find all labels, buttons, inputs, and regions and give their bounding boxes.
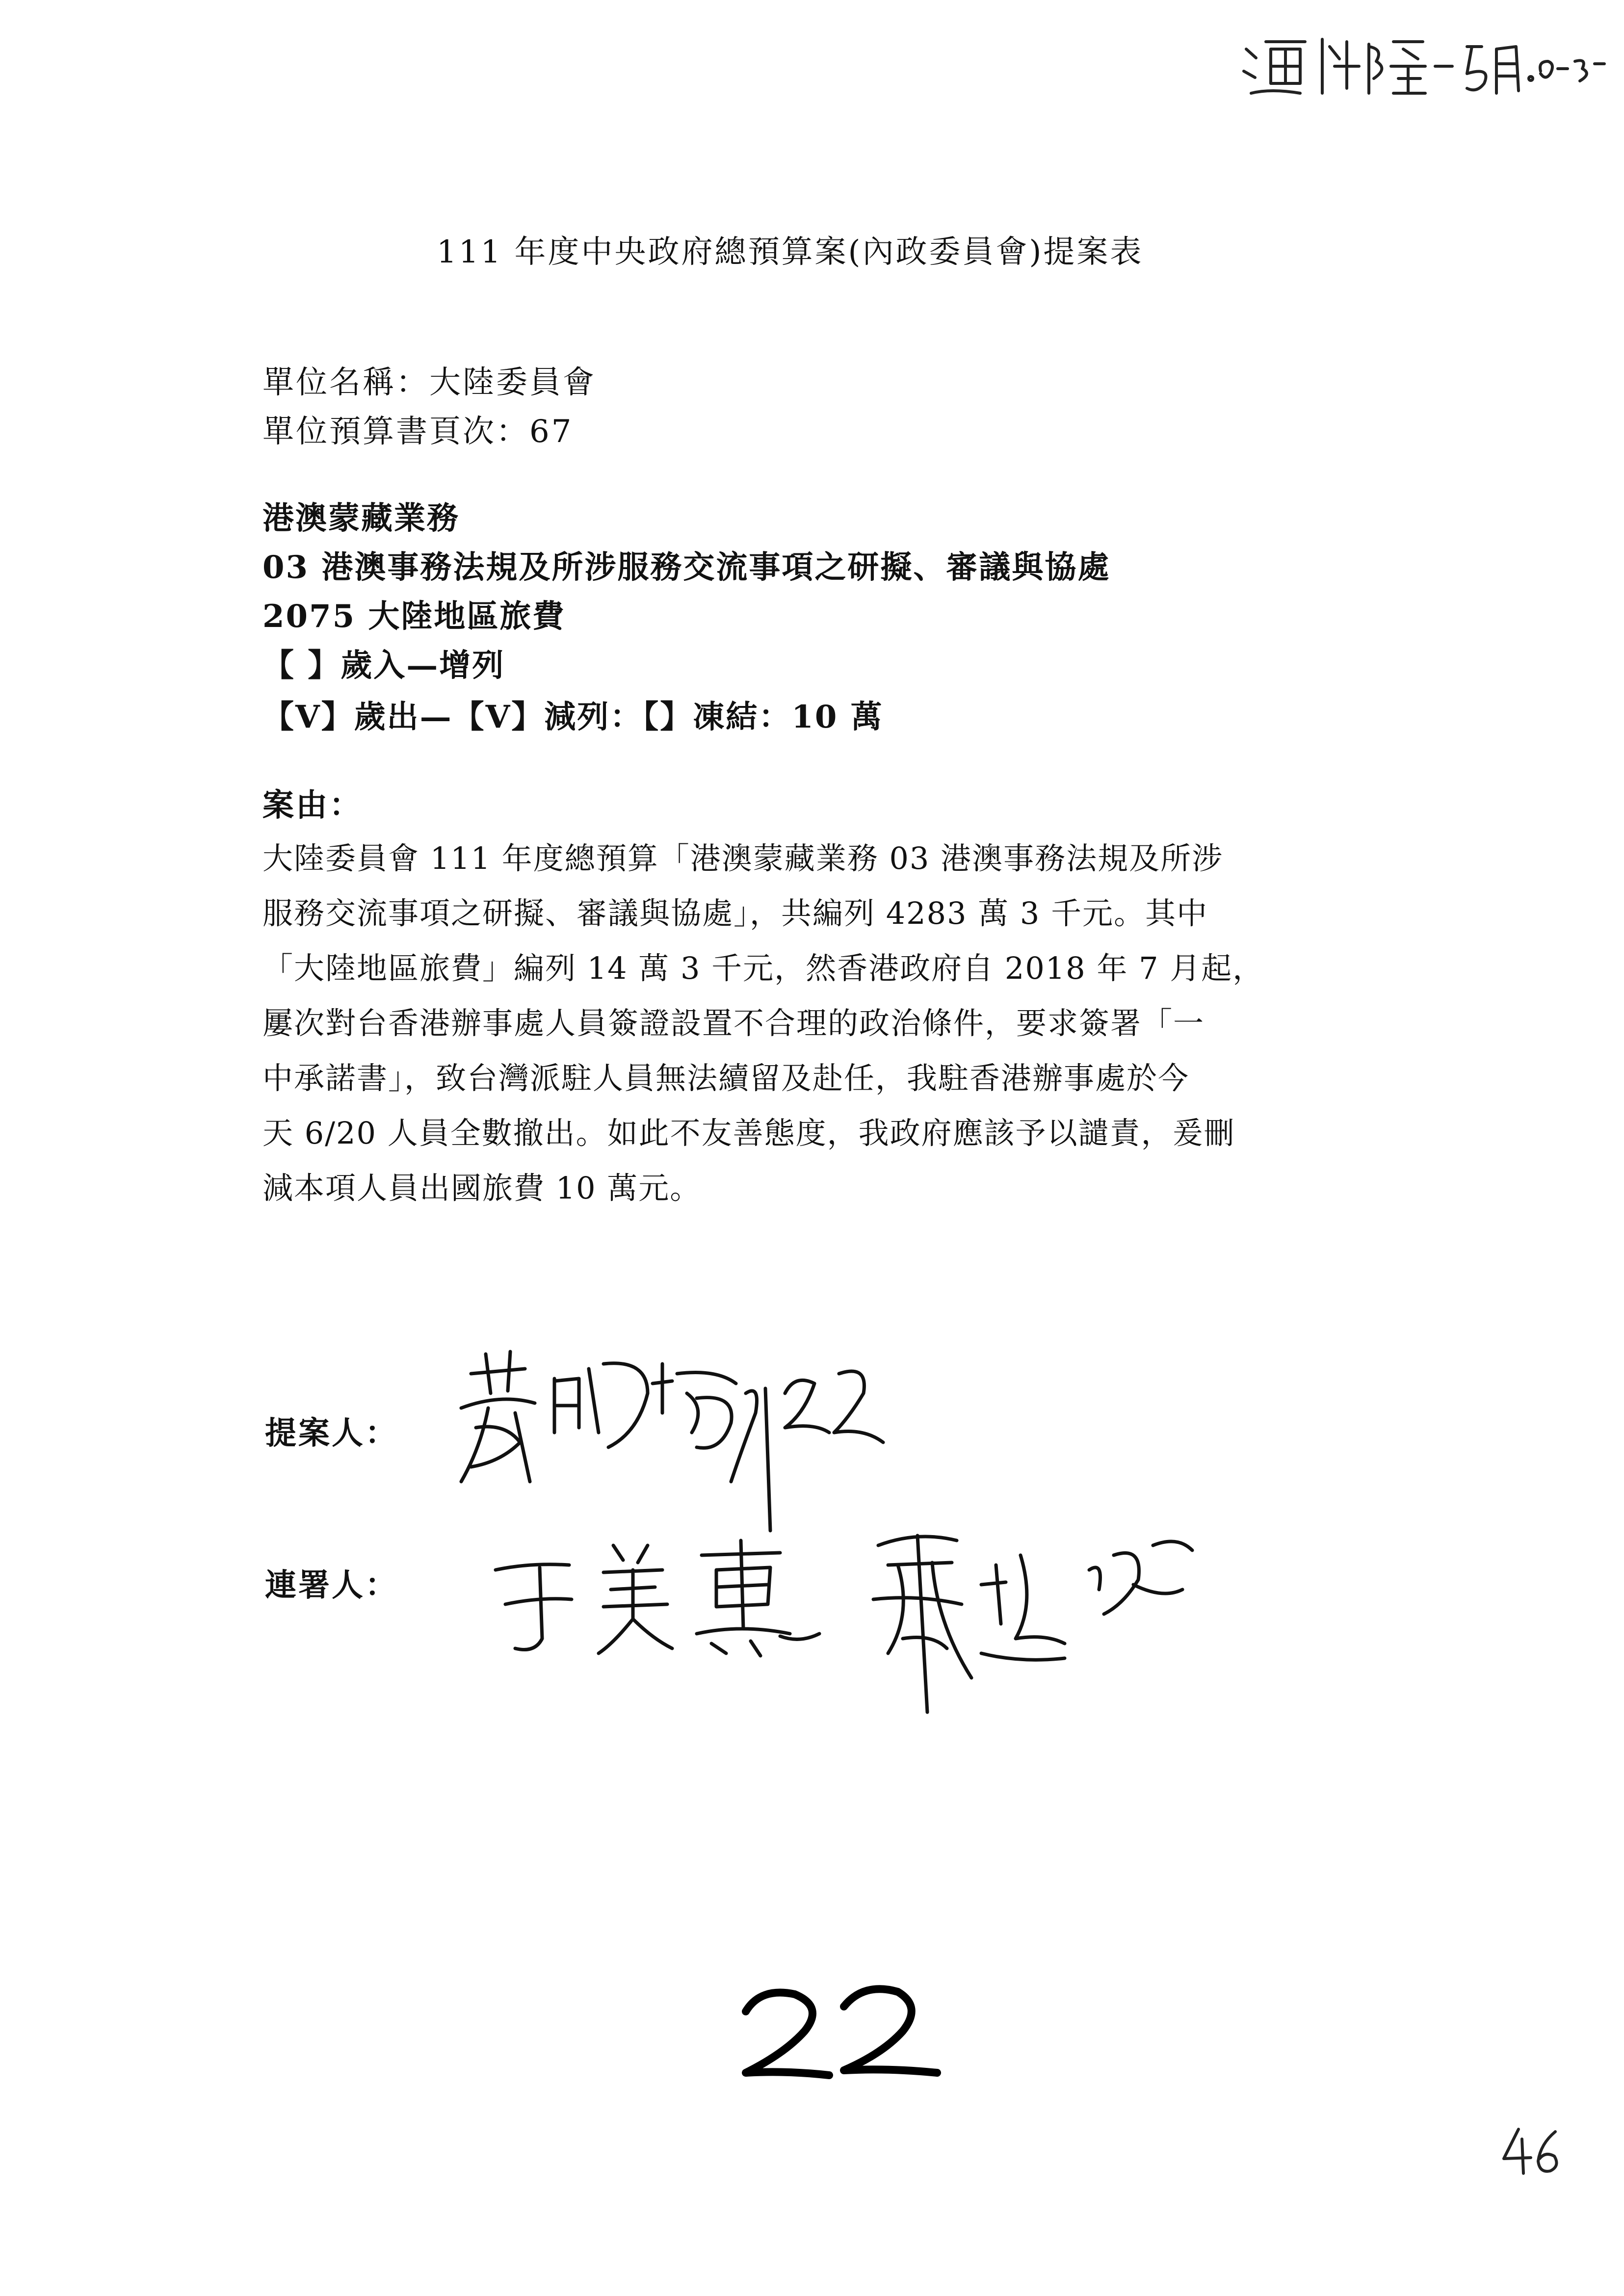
subprogram-name: 03 港澳事務法規及所涉服務交流事項之研擬、審議與協處	[262, 549, 1111, 586]
cosigner-signature-2	[859, 1516, 1212, 1727]
program-name: 港澳蒙藏業務	[262, 500, 460, 537]
reason-line: 中承諾書」，致台灣派駐人員無法續留及赴任，我駐香港辦事處於今	[262, 1060, 1190, 1096]
page-title: 111 年度中央政府總預算案(內政委員會)提案表	[437, 234, 1144, 270]
handwritten-corner-stamp	[1236, 20, 1609, 103]
reason-line: 屢次對台香港辦事處人員簽證設置不合理的政治條件，要求簽署「一	[262, 1005, 1205, 1041]
handwritten-number	[731, 1972, 947, 2090]
reason-line: 大陸委員會 111 年度總預算「港澳蒙藏業務 03 港澳事務法規及所涉	[262, 840, 1224, 876]
reason-line: 減本項人員出國旅費 10 萬元。	[262, 1170, 702, 1206]
reason-line: 「大陸地區旅費」編列 14 萬 3 千元，然香港政府自 2018 年 7 月起，	[262, 950, 1264, 986]
unit-name: 單位名稱：大陸委員會	[262, 365, 596, 401]
account-name: 2075 大陸地區旅費	[262, 598, 566, 635]
reason-label: 案由：	[262, 787, 363, 824]
page-number	[1496, 2119, 1565, 2178]
cosigner-signature-1	[486, 1536, 839, 1663]
proposer-label: 提案人：	[265, 1415, 398, 1452]
reason-line: 服務交流事項之研擬、審議與協處」，共編列 4283 萬 3 千元。其中	[262, 895, 1208, 931]
cosigner-label: 連署人：	[265, 1567, 398, 1604]
revenue-line: 【 】歲入—增列	[262, 647, 505, 684]
unit-budget-page: 單位預算書頁次：67	[262, 414, 574, 450]
proposer-signature	[442, 1334, 922, 1540]
reason-line: 天 6/20 人員全數撤出。如此不友善態度，我政府應該予以譴責，爰刪	[262, 1115, 1235, 1151]
expense-line: 【V】歲出—【V】減列：【】凍結：10 萬	[262, 699, 884, 735]
